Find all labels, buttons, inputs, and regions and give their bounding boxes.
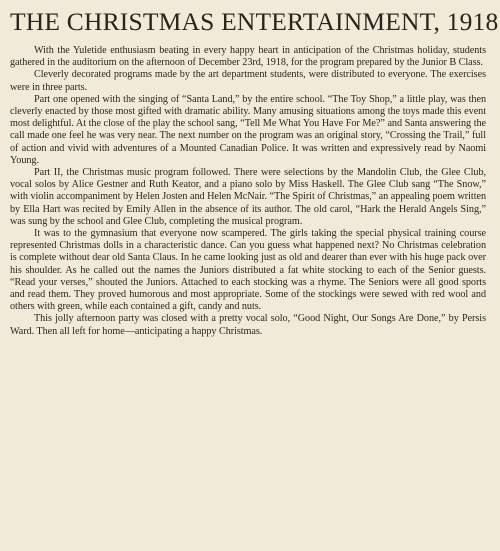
paragraph-programs: Cleverly decorated programs made by the art department students, were distributed to everyone. The exercises were in three parts. — [10, 69, 486, 93]
paragraph-part-one: Part one opened with the singing of “Santa Land,” by the entire school. “The Toy Shop,” a little play, was then cleverly enacted by those most gifted with dramatic ability. Many amusing situations among the toys made this event most delightful. At the close of the play the school sang, “Tell Me What You Have For Me?” and Santa answering the call made one feel he was very near. The next number on the program was an original story, “Crossing the Trail,” full of action and vivid with adventures of a Mounted Canadian Police. It was written and expressively read by Naomi Young. — [10, 93, 486, 166]
paragraph-part-two: Part II, the Christmas music program followed. There were selections by the Mandolin Club, the Glee Club, vocal solos by Alice Gestner and Ruth Keator, and a piano solo by Miss Haskell. The Glee Club sang “The Snow,” with violin accompaniment by Helen Josten and Helen McNair. “The Spirit of Christmas,” an appealing poem written by Ella Hart was recited by Emily Allen in the absence of its author. The old carol, “Hark the Herald Angels Sing,” was sung by the school and Glee Club, completing the musical program. — [10, 167, 486, 227]
paragraph-intro: With the Yuletide enthusiasm beating in every happy heart in anticipation of the Christmas holiday, students gathered in the auditorium on the afternoon of December 23rd, 1918, for the program prepared by the Junior B Class. — [10, 45, 486, 69]
paragraph-closing: This jolly afternoon party was closed with a pretty vocal solo, “Good Night, Our Songs Are Done,” by Persis Ward. Then all left for home—anticipating a happy Christmas. — [10, 313, 486, 337]
paragraph-gymnasium: It was to the gymnasium that everyone now scampered. The girls taking the special physical training course represented Christmas dolls in a characteristic dance. Can you guess what happened next? No Christmas celebration is complete without dear old Santa Claus. In he came looking just as old and dearer than ever with his huge pack over his shoulder. As he called out the names the Juniors distributed a fat white stocking to each of the Senior guests. “Read your verses,” shouted the Juniors. Attached to each stocking was a rhyme. The Seniors were all good sports and read them. They proved humorous and most appropriate. Some of the stockings were sewed with red wool and others with green, while each contained a gift, candy and nuts. — [10, 228, 486, 313]
article-body — [10, 45, 486, 338]
article-title: THE CHRISTMAS ENTERTAINMENT, 1918 — [10, 7, 499, 36]
